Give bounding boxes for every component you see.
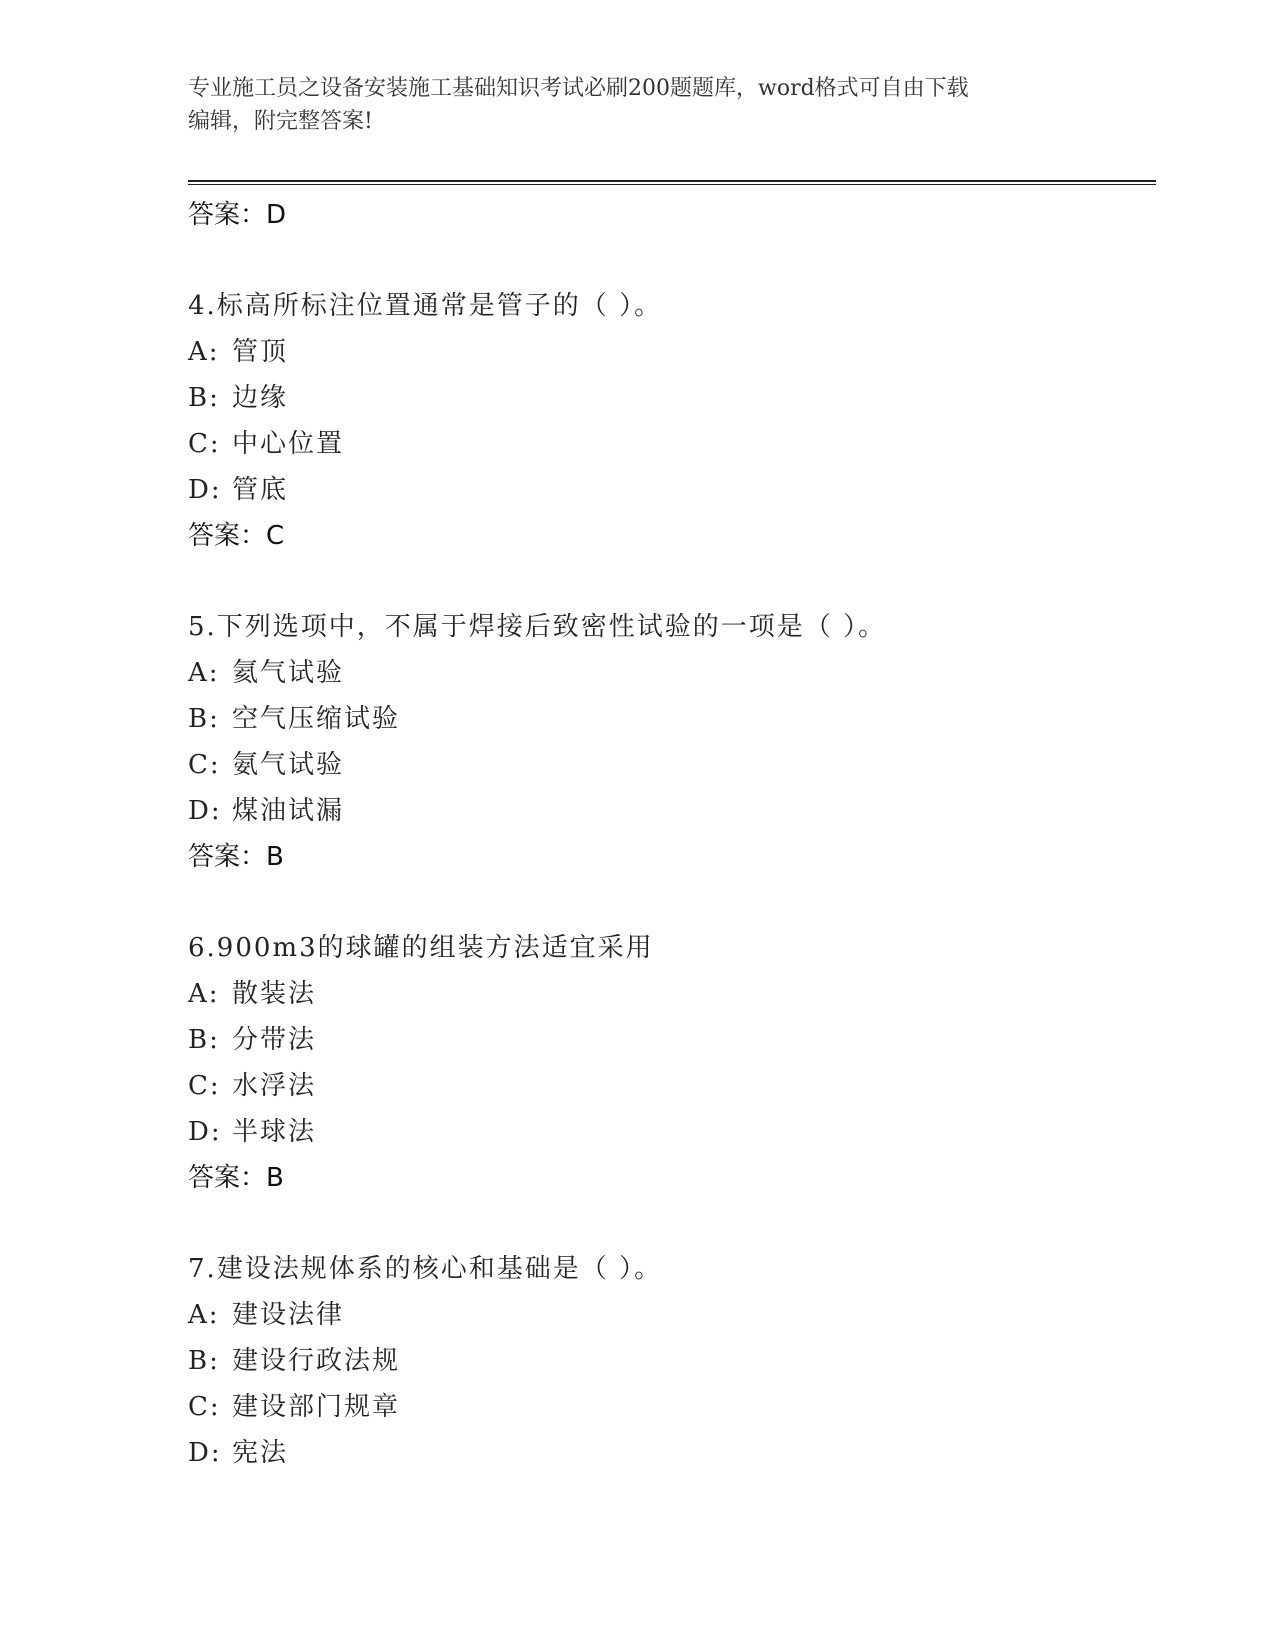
option-text: 管底	[232, 475, 289, 505]
option-text: 氨气试验	[232, 750, 345, 780]
option-key: C:	[188, 1071, 221, 1101]
option-b	[188, 696, 1156, 742]
option-b	[188, 1017, 1156, 1063]
option-a	[188, 329, 1156, 375]
answer-line: 答案：C	[188, 521, 285, 551]
option-d	[188, 1109, 1156, 1155]
option-b	[188, 1338, 1156, 1384]
option-key: A:	[188, 658, 220, 688]
option-a	[188, 650, 1156, 696]
question-item	[188, 1246, 1156, 1476]
document-body	[188, 192, 1156, 1476]
option-text: 管顶	[232, 337, 289, 367]
option-key: D:	[188, 475, 222, 505]
option-d	[188, 1430, 1156, 1476]
option-a	[188, 1292, 1156, 1338]
question-stem: 6.900m3的球罐的组装方法适宜采用	[188, 933, 654, 963]
option-text: 分带法	[232, 1025, 317, 1055]
answer-line: 答案：B	[188, 842, 284, 872]
option-text: 边缘	[232, 383, 289, 413]
option-d	[188, 467, 1156, 513]
option-text: 空气压缩试验	[232, 704, 401, 734]
question-item	[188, 604, 1156, 880]
option-key: B:	[188, 383, 220, 413]
option-key: D:	[188, 796, 222, 826]
header-line-2: 编辑，附完整答案!	[188, 109, 373, 134]
option-key: A:	[188, 979, 220, 1009]
answer-line: 答案：D	[188, 200, 287, 230]
header-line-1: 专业施工员之设备安装施工基础知识考试必刷200题题库，word格式可自由下载	[188, 76, 969, 101]
header-divider	[188, 180, 1156, 185]
option-key: D:	[188, 1438, 222, 1468]
option-key: A:	[188, 337, 220, 367]
question-stem: 5.下列选项中，不属于焊接后致密性试验的一项是（ ）。	[188, 612, 887, 642]
question-item	[188, 925, 1156, 1201]
question-stem: 7.建设法规体系的核心和基础是（ ）。	[188, 1254, 663, 1284]
option-key: D:	[188, 1117, 222, 1147]
option-text: 宪法	[232, 1438, 289, 1468]
option-text: 氦气试验	[232, 658, 345, 688]
option-text: 建设法律	[232, 1300, 345, 1330]
option-key: C:	[188, 1392, 221, 1422]
question-stem: 4.标高所标注位置通常是管子的（ ）。	[188, 291, 663, 321]
option-text: 煤油试漏	[232, 796, 345, 826]
option-c	[188, 742, 1156, 788]
option-text: 半球法	[232, 1117, 317, 1147]
option-a	[188, 971, 1156, 1017]
answer-line: 答案：B	[188, 1163, 284, 1193]
option-text: 建设行政法规	[232, 1346, 401, 1376]
option-text: 建设部门规章	[232, 1392, 401, 1422]
option-key: B:	[188, 1346, 220, 1376]
option-text: 中心位置	[232, 429, 345, 459]
option-d	[188, 788, 1156, 834]
option-c	[188, 1063, 1156, 1109]
option-key: A:	[188, 1300, 220, 1330]
option-c	[188, 421, 1156, 467]
option-c	[188, 1384, 1156, 1430]
page-header	[188, 72, 1078, 138]
option-text: 散装法	[232, 979, 317, 1009]
question-item	[188, 283, 1156, 559]
option-key: C:	[188, 429, 221, 459]
option-b	[188, 375, 1156, 421]
option-text: 水浮法	[232, 1071, 317, 1101]
option-key: C:	[188, 750, 221, 780]
option-key: B:	[188, 704, 220, 734]
option-key: B:	[188, 1025, 220, 1055]
